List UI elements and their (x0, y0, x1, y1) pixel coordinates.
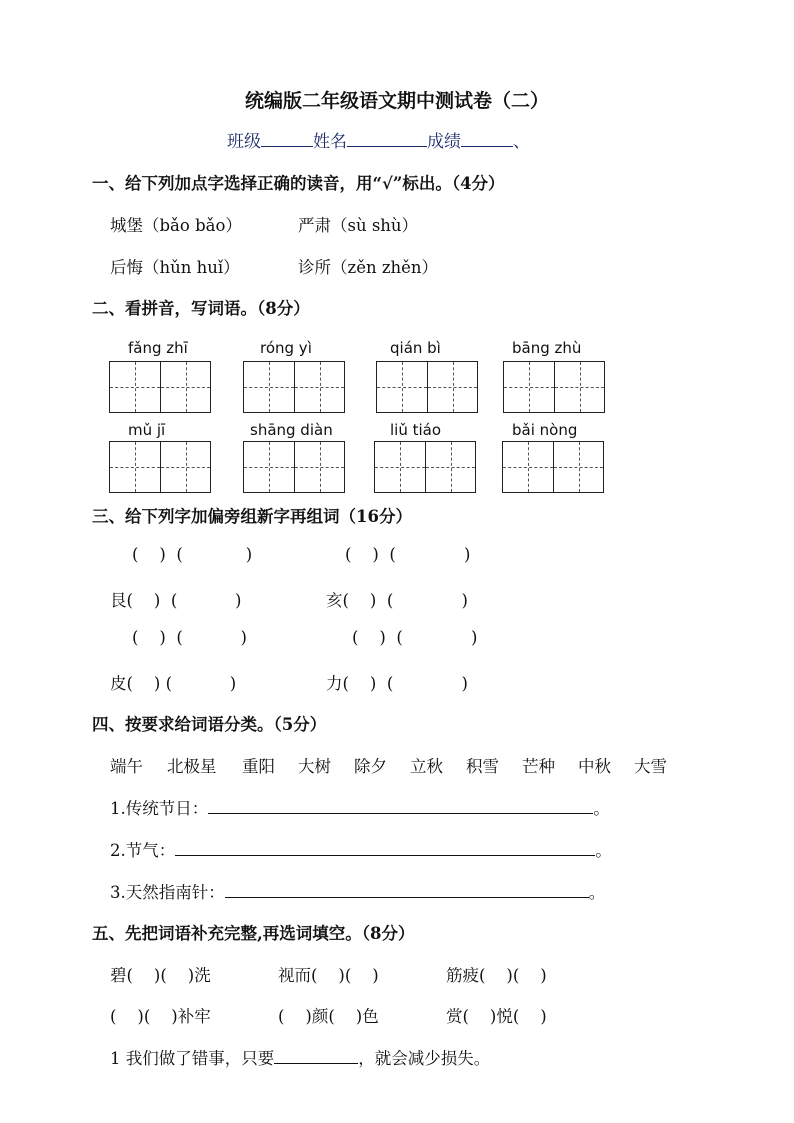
section3-heading: 三、给下列字加偏旁组新字再组词（16分） (92, 507, 412, 526)
q2-end: 。 (595, 841, 612, 860)
word-item: 立秋 (410, 757, 443, 776)
q1-label: 1.传统节日： (110, 799, 209, 818)
pinyin-label: róng yì (260, 339, 312, 357)
class-blank[interactable] (261, 130, 313, 147)
section1-heading: 一、给下列加点字选择正确的读音，用“√”标出。（4分） (92, 174, 505, 193)
word-item: 重阳 (242, 757, 275, 776)
word-item: 芒种 (522, 757, 555, 776)
q3-end: 。 (588, 883, 606, 902)
pinyin-label: fǎng zhī (128, 339, 188, 357)
q1-answer-line[interactable] (208, 799, 593, 814)
idiom-blank[interactable]: 视而( )( ) (278, 966, 379, 985)
q2-label: 2.节气： (110, 841, 176, 860)
writing-grid[interactable] (243, 441, 345, 493)
pinyin-label: liǔ tiáo (390, 421, 442, 439)
s3-blank[interactable]: 皮( ) ( ) (110, 674, 237, 693)
s1-item[interactable]: 城堡（bǎo bǎo） (110, 216, 242, 235)
s3-blank[interactable]: ( ) ( ) (132, 628, 247, 647)
s1-item[interactable]: 诊所（zěn zhěn） (298, 258, 439, 277)
idiom-blank[interactable]: ( )颜( )色 (278, 1007, 379, 1026)
section2-heading: 二、看拼音，写词语。（8分） (92, 299, 310, 318)
writing-grid[interactable] (109, 441, 211, 493)
s1-item[interactable]: 后悔（hǔn huǐ） (110, 258, 240, 277)
idiom-blank[interactable]: 赏( )悦( ) (446, 1007, 547, 1026)
pinyin-label: bǎi nòng (512, 421, 578, 439)
word-item: 大树 (298, 757, 331, 776)
s3-blank[interactable]: ( ) ( ) (132, 545, 253, 564)
pinyin-label: shāng diàn (250, 421, 333, 439)
q1-end: 。 (593, 799, 610, 818)
info-trail: 、 (513, 132, 530, 152)
s3-blank[interactable]: 艮( ) ( ) (110, 591, 242, 610)
s1-item[interactable]: 严肃（sù shù） (298, 216, 419, 235)
name-blank[interactable] (347, 130, 427, 147)
writing-grid[interactable] (109, 361, 211, 413)
writing-grid[interactable] (374, 441, 476, 493)
classify-row-compass (110, 879, 605, 903)
writing-grid[interactable] (243, 361, 345, 413)
word-item: 积雪 (466, 757, 499, 776)
class-label: 班级 (227, 132, 261, 152)
word-item: 端午 (110, 757, 143, 776)
score-label: 成绩 (427, 132, 461, 152)
idiom-blank[interactable]: ( )( )补牢 (110, 1007, 211, 1026)
s3-blank[interactable]: ( ) ( ) (352, 628, 478, 647)
word-item: 大雪 (634, 757, 667, 776)
word-item: 中秋 (578, 757, 611, 776)
section4-heading: 四、按要求给词语分类。（5分） (92, 715, 327, 734)
pinyin-label: qián bì (390, 339, 441, 357)
classify-row-festivals (110, 795, 610, 819)
word-item: 除夕 (354, 757, 387, 776)
sentence-post: ，就会减少损失。 (358, 1049, 491, 1068)
s3-blank[interactable]: 力( ) ( ) (326, 674, 468, 693)
name-label: 姓名 (313, 132, 347, 152)
s3-blank[interactable]: 亥( ) ( ) (326, 591, 468, 610)
pinyin-label: mǔ jī (128, 421, 166, 439)
q2-answer-line[interactable] (175, 841, 595, 856)
idiom-blank[interactable]: 筋疲( )( ) (446, 966, 547, 985)
sentence-answer-line[interactable] (274, 1049, 358, 1064)
student-info (227, 127, 530, 152)
section5-heading: 五、先把词语补充完整,再选词填空。（8分） (92, 924, 415, 943)
fill-sentence-1 (110, 1045, 490, 1069)
q3-answer-line[interactable] (225, 883, 589, 898)
writing-grid[interactable] (503, 361, 605, 413)
page-title: 统编版二年级语文期中测试卷（二） (244, 90, 549, 112)
sentence-pre: 1 我们做了错事，只要 (110, 1049, 275, 1068)
idiom-blank[interactable]: 碧( )( )洗 (110, 966, 211, 985)
classify-row-solar-terms (110, 837, 612, 861)
writing-grid[interactable] (502, 441, 604, 493)
word-item: 北极星 (167, 757, 217, 776)
pinyin-label: bāng zhù (512, 339, 582, 357)
writing-grid[interactable] (376, 361, 478, 413)
score-blank[interactable] (461, 130, 513, 147)
s3-blank[interactable]: ( ) ( ) (345, 545, 471, 564)
q3-label: 3.天然指南针： (110, 883, 225, 902)
